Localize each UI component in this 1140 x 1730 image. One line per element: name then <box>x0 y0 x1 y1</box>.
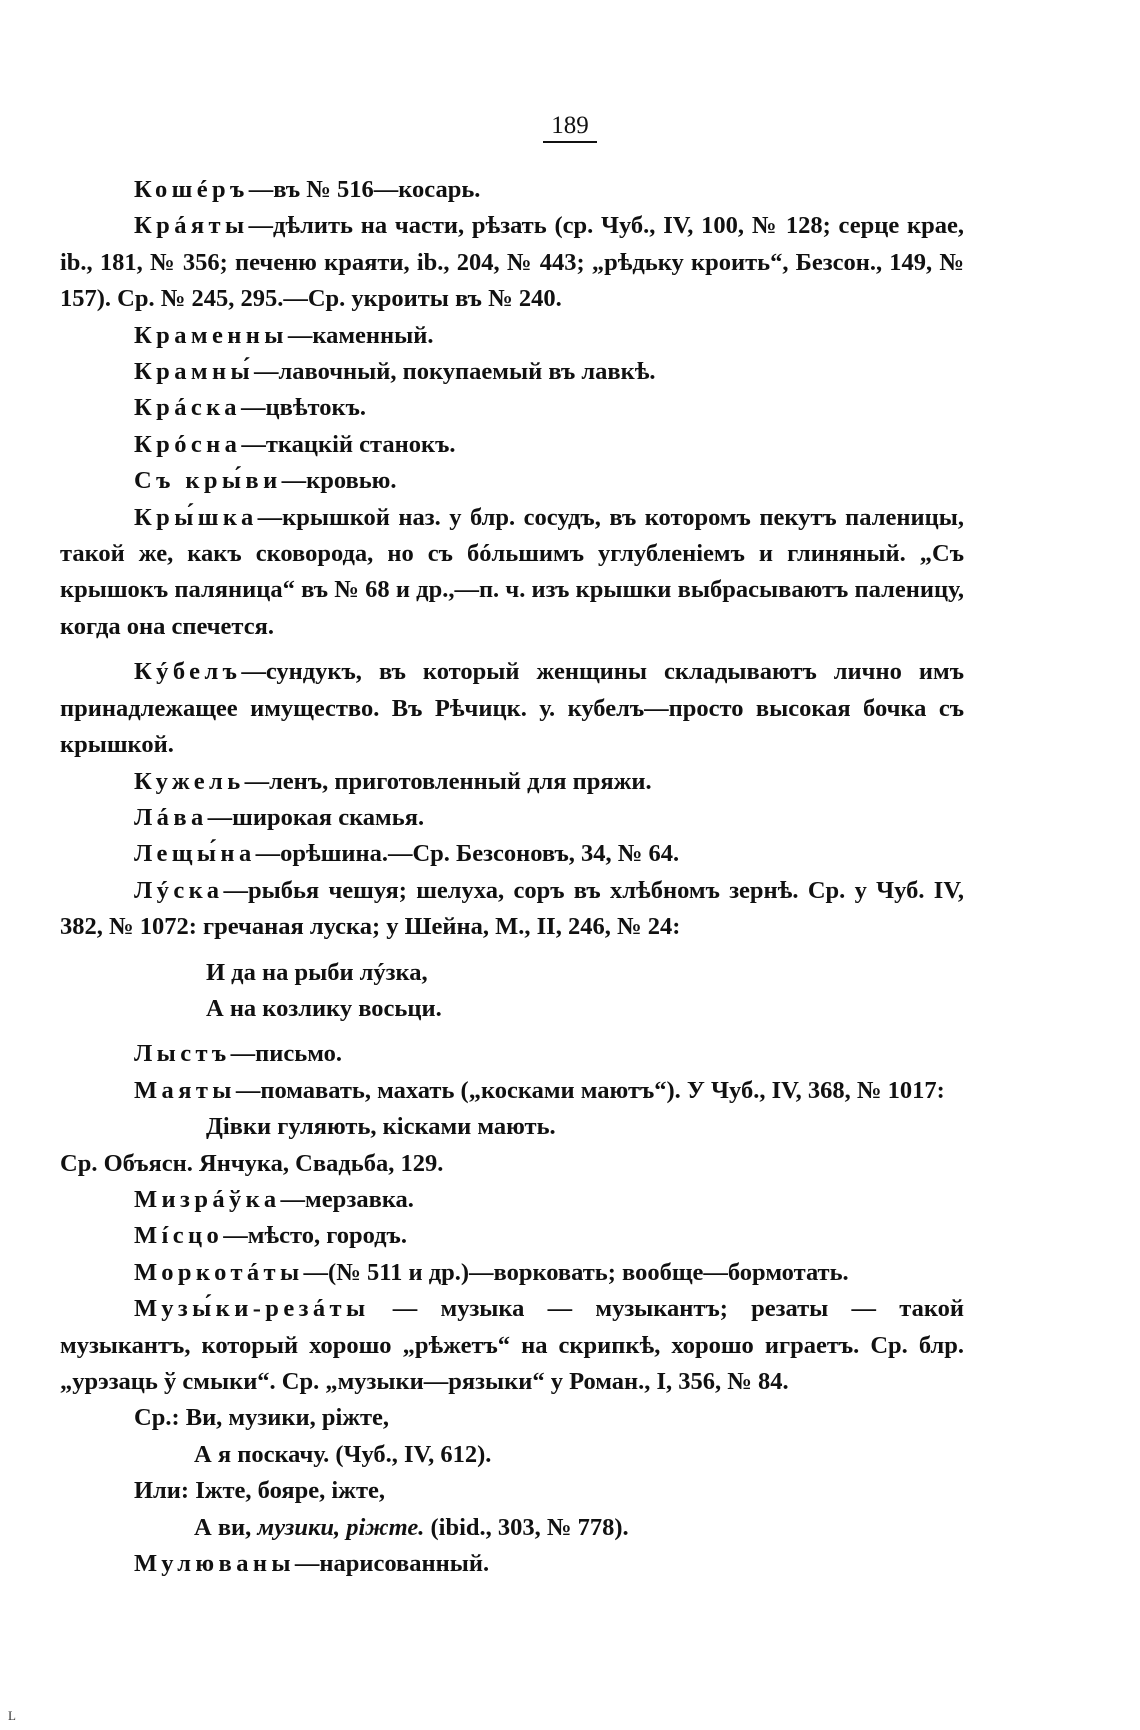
italic-quote: музики, ріжте. <box>257 1513 425 1541</box>
headword: Музы́ки-резáты <box>134 1295 370 1323</box>
headword: Лещы́на <box>134 840 256 868</box>
definition: —цвѣтокъ. <box>240 394 367 422</box>
definition: —въ № 516—косарь. <box>248 176 481 203</box>
entry-mistso <box>60 1218 964 1254</box>
headword: Мулюваны <box>134 1550 295 1578</box>
headword: Крамны́ <box>134 358 255 386</box>
entry-kosher <box>60 172 964 208</box>
headword: Кужель <box>134 767 245 795</box>
headword: Лыстъ <box>134 1040 231 1068</box>
verse-line: Дівки гуляють, кісками мають. <box>206 1113 556 1141</box>
entry-kramenny <box>60 318 964 354</box>
entry-muzyki-rezaty <box>60 1291 964 1400</box>
entry-lyst <box>60 1036 964 1072</box>
definition: —каменный. <box>287 321 434 349</box>
verse-line: А на козлику восьци. <box>206 994 442 1022</box>
page-number: 189 <box>0 112 1140 140</box>
headword: Крáяты <box>134 212 249 240</box>
definition: —лавочный, покупаемый въ лавкѣ. <box>254 358 656 386</box>
entry-kryshka <box>60 500 964 646</box>
entry-krayaty <box>60 208 964 317</box>
entry-s-kryvi <box>60 463 964 499</box>
headword: Лáва <box>134 803 208 831</box>
entry-mizrauka <box>60 1182 964 1218</box>
definition: —широкая скамья. <box>207 803 425 831</box>
headword: Мíсцо <box>134 1222 224 1250</box>
entry-kuzhel <box>60 764 964 800</box>
headword: Съ кры́ви <box>134 467 282 495</box>
headword: Крáска <box>134 394 241 422</box>
definition: —сундукъ, въ который женщины складываютъ лично имъ принадлежащее имущество. Въ Рѣчицк. у. кубелъ—просто высокая бочка съ крышкой. <box>60 658 964 759</box>
definition: —письмо. <box>230 1040 342 1068</box>
entry-krosna <box>60 427 964 463</box>
headword: Моркотáты <box>134 1258 304 1286</box>
definition: —рыбья чешуя; шелуха, соръ въ хлѣбномъ зернѣ. Ср. у Чуб. IV, 382, № 1072: гречаная луска; у Шейна, М., II, 246, № 24: <box>60 876 964 941</box>
entry-lava <box>60 800 964 836</box>
headword: Мизрáўка <box>134 1185 281 1213</box>
verse-line: Ср.: Ви, музики, ріжте, <box>134 1404 390 1432</box>
headword: Кошéръ <box>134 176 249 203</box>
entry-kubel <box>60 654 964 763</box>
definition: —ткацкій станокъ. <box>241 430 456 458</box>
verse-line: А ви, музики, ріжте. (ibid., 303, № 778). <box>194 1513 629 1541</box>
definition: —крышкой наз. у блр. сосудъ, въ которомъ пекутъ паленицы, такой же, какъ сковорода, но съ бóльшимъ углубленіемъ и глиняный. „Съ крышокъ паляница“ въ № 68 и др.,—п. ч. изъ крышки выбрасываютъ паленицу, когда она спечется. <box>60 503 964 640</box>
definition: —мѣсто, городъ. <box>223 1222 407 1250</box>
entry-morkotaty <box>60 1255 964 1291</box>
entry-kramny <box>60 354 964 390</box>
entry-mulyuvany <box>60 1546 964 1582</box>
entry-kraska <box>60 390 964 426</box>
definition: —помавать, махать („косками маютъ“). У Чуб., IV, 368, № 1017: <box>235 1076 945 1104</box>
definition: —нарисованный. <box>294 1550 490 1578</box>
definition: —мерзавка. <box>280 1185 414 1213</box>
headword: Кýбелъ <box>134 658 242 686</box>
definition: —дѣлить на части, рѣзать (ср. Чуб., IV, 100, № 128; серце крае, ib., 181, № 356; печеню краяти, ib., 204, № 443; „рѣдьку кроить“, Безсон., 149, № 157). Ср. № 245, 295.—Ср. укроиты въ № 240. <box>60 212 964 313</box>
dictionary-body <box>60 172 964 1582</box>
verse-line: А я поскачу. (Чуб., IV, 612). <box>194 1440 492 1468</box>
headword: Кры́шка <box>134 503 258 531</box>
reference-line: Ср. Объясн. Янчука, Свадьба, 129. <box>60 1149 444 1177</box>
definition: —орѣшина.—Ср. Безсоновъ, 34, № 64. <box>255 840 680 868</box>
headword: Крóсна <box>134 430 242 458</box>
definition: —(№ 511 и др.)—ворковать; вообще—бормотать. <box>303 1258 849 1286</box>
entry-mayaty <box>60 1073 964 1109</box>
entry-leshchyna <box>60 836 964 872</box>
verse-line: Или: Іжте, бояре, іжте, <box>134 1477 385 1505</box>
entry-luska <box>60 873 964 946</box>
corner-mark: L <box>8 1708 16 1723</box>
headword: Маяты <box>134 1076 236 1104</box>
definition: —ленъ, приготовленный для пряжи. <box>244 767 652 795</box>
headword: Лýска <box>134 876 224 904</box>
headword: Краменны <box>134 321 288 349</box>
definition: — музыка — музыкантъ; резаты — такой музыкантъ, который хорошо „рѣжетъ“ на скрипкѣ, хорошо играетъ. Ср. блр. „урэзаць ў смыки“. Ср. „музыки—рязыки“ у Роман., I, 356, № 84. <box>60 1295 964 1395</box>
verse-line: И да на рыби лýзка, <box>206 958 428 986</box>
definition: —кровью. <box>281 467 397 495</box>
